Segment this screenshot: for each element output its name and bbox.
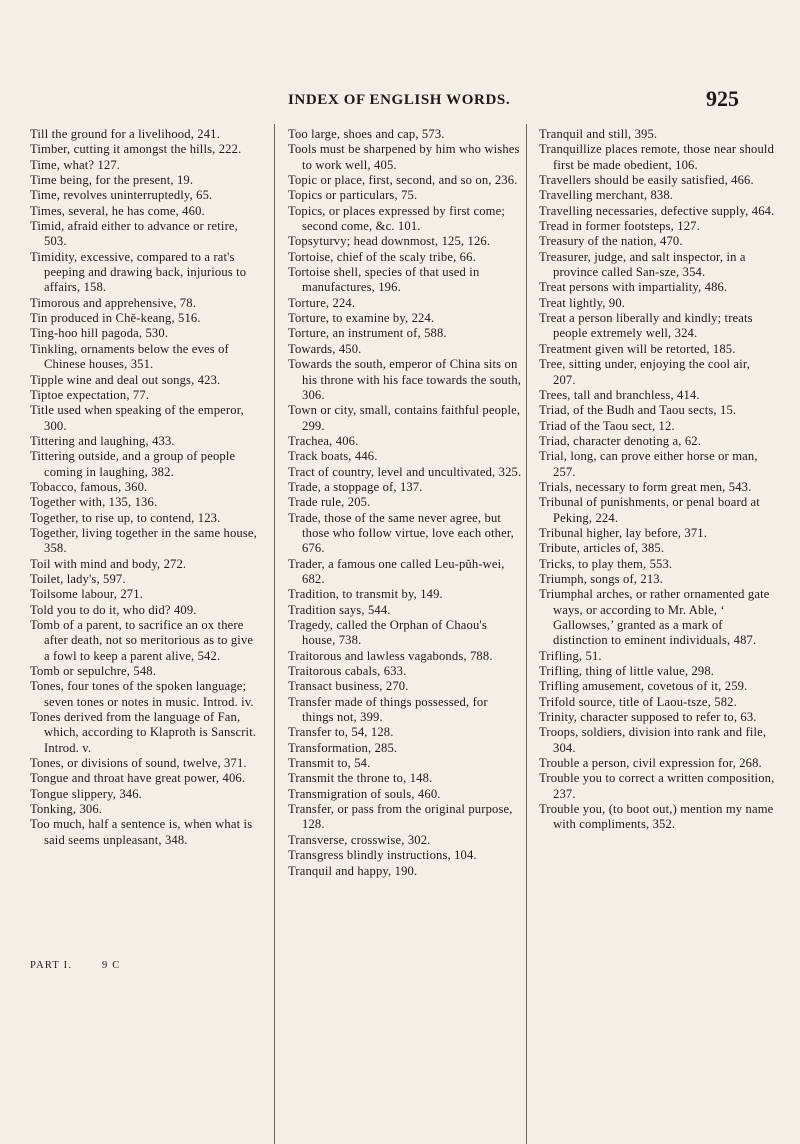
signature-mark xyxy=(30,960,147,971)
index-entry: Treasury of the nation, 470. xyxy=(539,234,683,249)
index-entry: Topsyturvy; head downmost, 125, 126. xyxy=(288,234,491,249)
index-entry: Transfer, or pass from the original purpose, 128. xyxy=(288,802,513,832)
index-entry: Time, what? 127. xyxy=(30,157,121,172)
index-entry: Time being, for the present, 19. xyxy=(30,173,194,188)
index-entry: Travellers should be easily satisfied, 466. xyxy=(539,173,754,188)
index-entry: Trade rule, 205. xyxy=(288,495,371,510)
index-entry: Trifold source, title of Laou-tsze, 582. xyxy=(539,694,737,709)
index-entry: Tree, sitting under, enjoying the cool air, 207. xyxy=(539,357,750,387)
index-entry: Treat a person liberally and kindly; treats people extremely well, 324. xyxy=(539,311,753,341)
index-entry: Triumphal arches, or rather ornamented gate ways, or according to Mr. Able, ‘ Gallowses,’ granted as a mark of distinction to eminent individuals, 487. xyxy=(539,587,770,648)
index-column-1 xyxy=(30,127,262,848)
index-entry: Transact business, 270. xyxy=(288,679,409,694)
index-entry: Transfer made of things possessed, for things not, 399. xyxy=(288,694,488,725)
index-entry: Towards the south, emperor of China sits on his throne with his face towards the south, 306. xyxy=(288,357,522,402)
index-entry: Too large, shoes and cap, 573. xyxy=(288,127,445,141)
index-entry: Triad of the Taou sect, 12. xyxy=(539,418,675,433)
index-entry: Trees, tall and branchless, 414. xyxy=(539,387,700,402)
page-header xyxy=(0,86,800,116)
index-entry: Timber, cutting it amongst the hills, 222. xyxy=(30,142,242,157)
index-entry: Tiptoe expectation, 77. xyxy=(30,387,150,402)
index-entry: Travelling necessaries, defective supply, 464. xyxy=(539,203,775,218)
index-entry: Traitorous and lawless vagabonds, 788. xyxy=(288,648,493,663)
index-entry: Transverse, crosswise, 302. xyxy=(288,832,431,847)
index-entry: Tribute, articles of, 385. xyxy=(539,541,665,556)
index-entry: Travelling merchant, 838. xyxy=(539,188,674,203)
index-entry: Title used when speaking of the emperor, 300. xyxy=(30,403,244,433)
index-entry: Tipple wine and deal out songs, 423. xyxy=(30,372,221,387)
index-entry: Trachea, 406. xyxy=(288,433,359,448)
index-entry: Timid, afraid either to advance or retire, 503. xyxy=(30,219,238,249)
index-entry: Told you to do it, who did? 409. xyxy=(30,602,197,617)
index-entry: Traitorous cabals, 633. xyxy=(288,664,407,679)
index-entry: Toilsome labour, 271. xyxy=(30,587,143,602)
index-entry: Trifling, 51. xyxy=(539,648,602,663)
index-entry: Tradition, to transmit by, 149. xyxy=(288,587,443,602)
index-entry: Tomb or sepulchre, 548. xyxy=(30,664,157,679)
running-title: INDEX OF ENGLISH WORDS. xyxy=(288,92,511,108)
signature-part: PART I. xyxy=(30,960,73,971)
index-entry: Times, several, he has come, 460. xyxy=(30,203,205,218)
index-entry: Tonking, 306. xyxy=(30,802,103,817)
index-entry: Transmit to, 54. xyxy=(288,756,371,771)
index-entry: Transmigration of souls, 460. xyxy=(288,786,441,801)
index-entry: Toilet, lady's, 597. xyxy=(30,571,126,586)
index-entry: Trinity, character supposed to refer to, 63. xyxy=(539,710,757,725)
index-entry: Trouble you to correct a written composition, 237. xyxy=(539,771,775,801)
index-entry: Timidity, excessive, compared to a rat's peeping and drawing back, injurious to affairs, 158. xyxy=(30,249,247,295)
index-entry: Tinkling, ornaments below the eves of Chinese houses, 351. xyxy=(30,341,229,372)
index-entry: Trouble you, (to boot out,) mention my name with compliments, 352. xyxy=(539,802,774,832)
index-entry: Tribunal of punishments, or penal board at Peking, 224. xyxy=(539,495,760,525)
index-entry: Treat persons with impartiality, 486. xyxy=(539,280,728,295)
signature-sheet: 9 C xyxy=(102,960,121,971)
index-entry: Trifling, thing of little value, 298. xyxy=(539,664,715,679)
index-entry: Tricks, to play them, 553. xyxy=(539,556,673,571)
index-entry: Track boats, 446. xyxy=(288,449,378,464)
index-entry: Tones, or divisions of sound, twelve, 371. xyxy=(30,756,247,771)
index-entry: Tomb of a parent, to sacrifice an ox there after death, not so meritorious as to give a fowl to keep a parent alive, 542. xyxy=(30,618,254,663)
index-entry: Tract of country, level and uncultivated, 325. xyxy=(288,464,522,479)
index-entry: Topics, or places expressed by first come; second come, &c. 101. xyxy=(288,203,505,234)
index-entry: Tittering outside, and a group of people coming in laughing, 382. xyxy=(30,449,236,479)
index-entry: Tranquillize places remote, those near should first be made obedient, 106. xyxy=(539,142,775,172)
index-entry: Together, to rise up, to contend, 123. xyxy=(30,510,221,525)
index-entry: Ting-hoo hill pagoda, 530. xyxy=(30,326,169,341)
index-entry: Transgress blindly instructions, 104. xyxy=(288,848,477,863)
index-entry: Together, living together in the same house, 358. xyxy=(30,525,257,556)
index-entry: Torture, 224. xyxy=(288,295,356,310)
index-entry: Tranquil and still, 395. xyxy=(539,127,658,141)
index-entry: Towards, 450. xyxy=(288,341,362,356)
index-entry: Till the ground for a livelihood, 241. xyxy=(30,127,220,141)
index-entry: Trade, those of the same never agree, but those who follow virtue, love each other, 676. xyxy=(288,510,514,556)
column-divider xyxy=(526,124,527,1144)
index-entry: Tradition says, 544. xyxy=(288,602,391,617)
index-entry: Tranquil and happy, 190. xyxy=(288,863,418,878)
index-entry: Town or city, small, contains faithful people, 299. xyxy=(288,403,521,433)
index-entry: Trials, necessary to form great men, 543. xyxy=(539,479,752,494)
index-entry: Time, revolves uninterruptedly, 65. xyxy=(30,188,213,203)
index-entry: Transmit the throne to, 148. xyxy=(288,771,433,786)
index-entry: Topics or particulars, 75. xyxy=(288,188,418,203)
index-entry: Transfer to, 54, 128. xyxy=(288,725,394,740)
index-entry: Tribunal higher, lay before, 371. xyxy=(539,525,708,540)
index-entry: Treat lightly, 90. xyxy=(539,295,626,310)
index-entry: Torture, to examine by, 224. xyxy=(288,311,435,326)
index-entry: Timorous and apprehensive, 78. xyxy=(30,295,196,310)
page-number: 925 xyxy=(706,86,739,111)
index-entry: Treatment given will be retorted, 185. xyxy=(539,341,736,356)
index-entry: Tools must be sharpened by him who wishes to work well, 405. xyxy=(288,142,520,172)
index-entry: Trade, a stoppage of, 137. xyxy=(288,479,423,494)
index-entry: Triad, character denoting a, 62. xyxy=(539,433,702,448)
index-entry: Trouble a person, civil expression for, 268. xyxy=(539,756,762,771)
index-entry: Tones, four tones of the spoken language; seven tones or notes in music. Introd. iv. xyxy=(30,679,254,709)
column-divider xyxy=(274,124,275,1144)
index-entry: Topic or place, first, second, and so on, 236. xyxy=(288,173,518,188)
index-entry: Trader, a famous one called Leu-pŭh-wei, 682. xyxy=(288,556,505,586)
index-entry: Trifling amusement, covetous of it, 259. xyxy=(539,679,748,694)
index-entry: Together with, 135, 136. xyxy=(30,495,158,510)
index-entry: Triad, of the Budh and Taou sects, 15. xyxy=(539,403,737,418)
index-entry: Torture, an instrument of, 588. xyxy=(288,326,447,341)
index-entry: Tobacco, famous, 360. xyxy=(30,479,148,494)
index-entry: Troops, soldiers, division into rank and file, 304. xyxy=(539,725,767,755)
index-entry: Tread in former footsteps, 127. xyxy=(539,219,700,234)
index-entry: Tortoise, chief of the scaly tribe, 66. xyxy=(288,249,476,264)
index-entry: Tin produced in Chě-keang, 516. xyxy=(30,311,201,326)
index-column-2 xyxy=(288,127,522,879)
index-entry: Tragedy, called the Orphan of Chaou's house, 738. xyxy=(288,618,487,648)
index-entry: Tongue slippery, 346. xyxy=(30,786,142,801)
index-column-3 xyxy=(539,127,775,833)
index-entry: Tortoise shell, species of that used in manufactures, 196. xyxy=(288,265,480,295)
index-entry: Trial, long, can prove either horse or man, 257. xyxy=(539,449,758,479)
index-entry: Too much, half a sentence is, when what is said seems unpleasant, 348. xyxy=(30,817,253,847)
index-entry: Treasurer, judge, and salt inspector, in a province called San-sze, 354. xyxy=(539,249,746,280)
index-entry: Tongue and throat have great power, 406. xyxy=(30,771,246,786)
index-entry: Tones derived from the language of Fan, which, according to Klaproth is Sanscrit. Introd. v. xyxy=(30,710,257,755)
index-entry: Tittering and laughing, 433. xyxy=(30,433,175,448)
index-entry: Triumph, songs of, 213. xyxy=(539,571,664,586)
index-entry: Toil with mind and body, 272. xyxy=(30,556,187,571)
index-entry: Transformation, 285. xyxy=(288,740,398,755)
